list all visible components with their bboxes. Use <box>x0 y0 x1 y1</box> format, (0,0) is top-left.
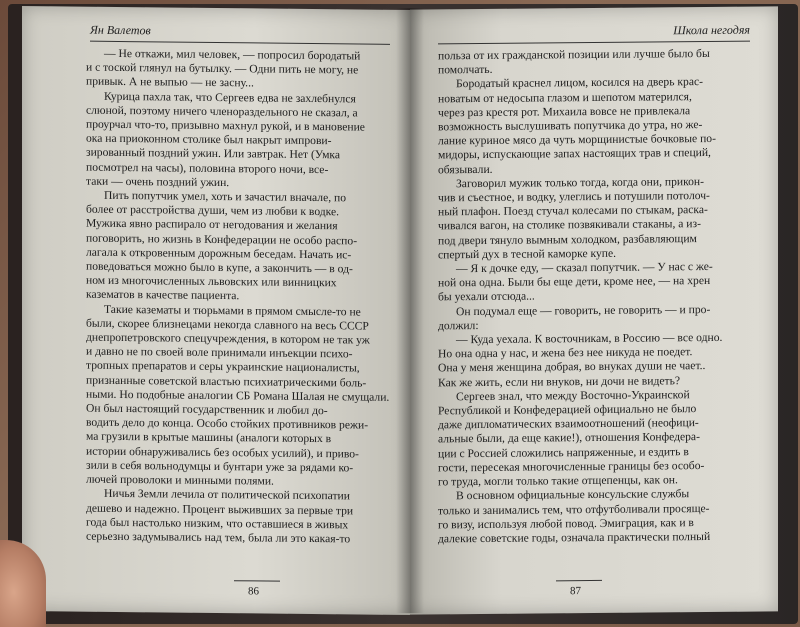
text-line: года был настолько низким, что оставшиеся в живых <box>86 515 349 532</box>
text-line: ной она одна. Были бы еще дети, кроме нее, — на хрен <box>438 274 711 290</box>
text-line: поговорить, но жизнь в Конфедерации не особо распо- <box>86 231 358 248</box>
text-line: ном из многочисленных львовских или винницких <box>86 273 337 290</box>
text-line: Как же жить, если ни внуков, ни дочи не видеть? <box>438 373 680 390</box>
text-line: Сергеев знал, что между Восточно-Украинской <box>456 388 690 404</box>
text-line: альные были, да еще какие!), отношения Конфедера- <box>438 430 700 446</box>
text-line: слюной, поэтому ничего членораздельного не сказал, а <box>86 103 358 120</box>
text-line: Бородатый краснел лицом, косился на дверь крас- <box>456 75 703 91</box>
text-line: серьезно задумывались над тем, была ли это какая-то <box>86 529 351 546</box>
text-line: гости, пересекая многочисленные границы без особо- <box>438 458 705 475</box>
text-line: более от расстройства души, чем из любви к водке. <box>86 202 340 219</box>
text-line: и с тоской глянул на бутылку. — Одни пить не могу, не <box>86 60 359 77</box>
text-line: истории обнаруживались без особых усилий), и приво- <box>86 444 359 461</box>
text-line: В основном официальные консульские службы <box>456 487 690 503</box>
text-line: только и занимались тем, что отфутболивали просяще- <box>438 501 710 517</box>
text-line: — Не откажи, мил человек, — попросил бородатый <box>104 46 361 63</box>
text-line: даже дипломатических взаимоотношений (неофици- <box>438 416 699 432</box>
text-line: Курица пахла так, что Сергеев едва не захлебнулся <box>104 89 356 106</box>
text-line: через раз крестя рот. Михаила вовсе не привлекала <box>438 103 691 120</box>
text-line: обязывали. <box>438 162 493 176</box>
text-line: привык. А не выпью — не засну... <box>86 75 254 90</box>
text-line: Республикой и Конфедерацией официально не было <box>438 402 697 418</box>
text-line: го труда, могли только такие отщепенцы, как он. <box>438 473 678 489</box>
text-line: — Куда уехала. К восточникам, в Россию — все одно. <box>456 330 723 347</box>
text-line: помолчать. <box>438 63 493 77</box>
left-page-number: 86 <box>248 585 259 598</box>
left-page <box>22 6 410 615</box>
text-line: зили в себя вольнодумцы и бунтари уже за рядами ко- <box>86 458 354 475</box>
text-line: и давно не по своей воле принимали инъекции психо- <box>86 344 353 361</box>
text-line: далекие советские годы, означала практически полный <box>438 529 711 546</box>
text-line: Он подумал еще — говорить, не говорить — и про- <box>456 302 711 318</box>
left-page-text <box>86 47 396 547</box>
text-line: ный плафон. Поезд стучал колесами по стыкам, раска- <box>438 203 708 219</box>
text-line: были, скорее близнецами некогда славного на весь СССР <box>86 316 369 333</box>
text-line: Но она одна у нас, и жена без нее никуда не поедет. <box>438 345 693 361</box>
text-line: Пить попутчик умел, хоть и зачастил вначале, по <box>104 188 347 205</box>
right-page <box>410 6 778 614</box>
text-line: дешево и надежно. Процент выживших за первые три <box>86 501 354 517</box>
text-line: спертый дух в тесной каморке купе. <box>438 246 617 262</box>
text-line: — Я к дочке еду, — сказал попутчик. — У нас с же- <box>456 260 713 276</box>
text-line: тропных препаратов и серы украинские националисты, <box>86 359 360 375</box>
right-head-rule <box>438 41 750 45</box>
text-line: Мужика явно распирало от негодования и желания <box>86 217 338 233</box>
right-running-head: Школа негодяя <box>673 22 750 38</box>
text-line: водить дело до конца. Особо стойких противников режи- <box>86 415 369 432</box>
text-line: лючей проволоки и минными полями. <box>86 472 274 488</box>
text-line: бы уехали отсюда... <box>438 289 535 304</box>
text-line: Такие казематы и тюрьмами в прямом смысле-то не <box>104 302 361 319</box>
text-line: Ничья Земли лечила от политической психопатии <box>104 487 350 503</box>
text-line: казематов в качестве пациента. <box>86 288 240 303</box>
right-page-number: 87 <box>570 585 581 598</box>
right-folio-rule <box>556 580 602 581</box>
text-line: зированный поздний ужин. Или завтрак. Нет (Умка <box>86 146 341 162</box>
text-line: признанные советской властью психиатрическими боль- <box>86 373 367 390</box>
text-line: поведоваться можно было в купе, а закончить — в од- <box>86 259 353 276</box>
text-line: таки — очень поздний ужин. <box>86 174 230 189</box>
text-line: возможность выслушивать попутчика до утра, но же- <box>438 118 703 134</box>
text-line: польза от их гражданской позиции или лучше было бы <box>438 46 710 63</box>
text-line: мидоры, испускающие запах настоящих трав и специй, <box>438 146 711 162</box>
text-line: чивался вагон, на столике позвякивали стаканы, а из- <box>438 217 701 233</box>
left-head-rule <box>90 41 390 45</box>
text-line: новатым от недосыпа глазом и шепотом матерился, <box>438 89 692 105</box>
left-running-head: Ян Валетов <box>90 22 151 38</box>
text-line: лагала к откровенным дорожным беседам. Начать ис- <box>86 245 352 262</box>
text-line: чив и съестное, и водку, улеглись и потушили потолоч- <box>438 189 710 205</box>
text-line: ными. Но подобные аналогии СБ Романа Шалая не смущали. <box>86 387 390 404</box>
text-line: посмотрел на часы), половина второго ночи, все- <box>86 160 329 176</box>
text-line: проурчал что-то, призывно махнул рукой, и в мановение <box>86 117 365 134</box>
text-line: ока на приоконном столике был накрыт импрови- <box>86 131 332 148</box>
right-page-text <box>438 47 752 547</box>
text-line: должил: <box>438 318 479 333</box>
left-folio-rule <box>234 580 280 581</box>
text-line: ма грузили в крытые машины (аналоги которых в <box>86 430 332 446</box>
text-line: Заговорил мужик только тогда, когда они, прикон- <box>456 174 704 191</box>
book-gutter-shadow <box>396 8 424 613</box>
text-line: лание куриное мясо да чуть морщинистые бочковые по- <box>438 132 716 148</box>
text-line: Она у меня женщина добрая, во внуках души не чает.. <box>438 359 706 375</box>
text-line: ции с Россией сложились напряженные, и ездить в <box>438 444 689 461</box>
text-line: Он был настоящий государственник и любил до- <box>86 401 328 418</box>
text-line: под двери тянуло вымным холодком, разбавляющим <box>438 231 697 248</box>
text-line: днепропетровского спецучреждения, в котором не так уж <box>86 330 370 347</box>
text-line: го визу, используя любой повод. Эмиграция, как и в <box>438 515 694 532</box>
